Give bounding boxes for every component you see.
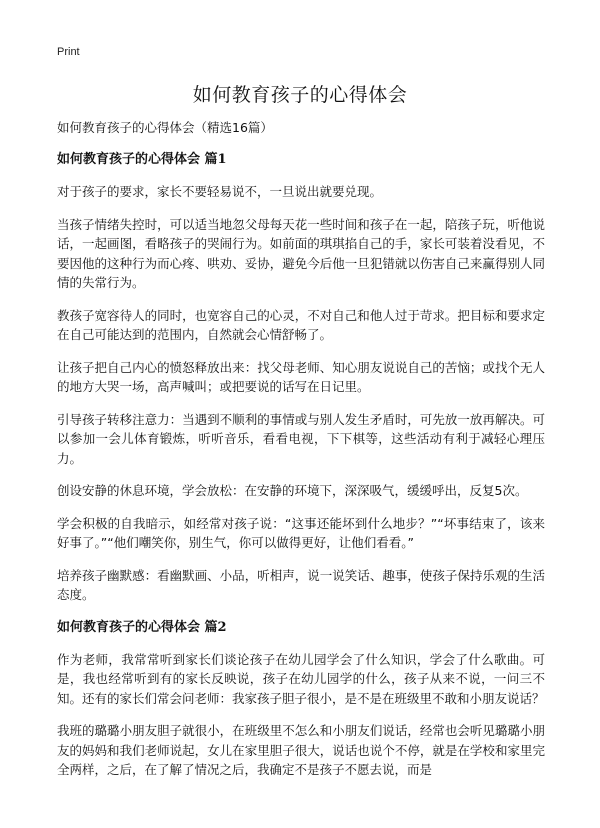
document-subtitle: 如何教育孩子的心得体会（精选16篇） [57, 120, 273, 135]
section-heading-2: 如何教育孩子的心得体会 篇2 [57, 619, 227, 635]
section-heading-1: 如何教育孩子的心得体会 篇1 [57, 152, 227, 167]
paragraph: 创设安静的休息环境，学会放松：在安静的环境下，深深吸气，缓缓呼出，反复5次。 [57, 483, 528, 498]
document-body [57, 118, 545, 793]
page-title: 如何教育孩子的心得体会 [192, 84, 408, 106]
paragraph: 教孩子宽容待人的同时，也宽容自己的心灵，不对自己和他人过于苛求。把目标和要求定在自己可能达到的范围内，自然就会心情舒畅了。 [57, 307, 545, 342]
paragraph: 引导孩子转移注意力：当遇到不顺利的事情或与别人发生矛盾时，可先放一放再解决。可以参加一会儿体育锻炼，听听音乐，看看电视，下下棋等，这些活动有利于减轻心理压力。 [57, 411, 545, 466]
paragraph: 我班的璐璐小朋友胆子就很小，在班级里不怎么和小朋友们说话，经常也会听见璐璐小朋友的妈妈和我们老师说起，女儿在家里胆子很大，说话也说个不停，就是在学校和家里完全两样，之后，在了解了情况之后，我确定不是孩子不愿去说，而是 [57, 723, 545, 777]
paragraph: 作为老师，我常常听到家长们谈论孩子在幼儿园学会了什么知识，学会了什么歌曲。可是，我也经常听到有的家长反映说，孩子在幼儿园学的什么，孩子从来不说，一问三不知。还有的家长们常会问老师：我家孩子胆子很小，是不是在班级里不敢和小朋友说话？ [57, 651, 545, 706]
paragraph: 培养孩子幽默感：看幽默画、小品，听相声，说一说笑话、趣事，使孩子保持乐观的生活态度。 [57, 567, 545, 602]
paragraph: 让孩子把自己内心的愤怒释放出来：找父母老师、知心朋友说说自己的苦恼；或找个无人的地方大哭一场，高声喊叫；或把要说的话写在日记里。 [57, 359, 545, 394]
paragraph: 当孩子情绪失控时，可以适当地忽父母每天花一些时间和孩子在一起，陪孩子玩，听他说话，一起画图，看略孩子的哭闹行为。如前面的琪琪掐自己的手，家长可装着没看见，不要因他的这种行为而心疼、哄劝、妥协，避免今后他一旦犯错就以伤害自己来赢得别人同情的失常行为。 [57, 216, 545, 290]
paragraph: 对于孩子的要求，家长不要轻易说不，一旦说出就要兑现。 [57, 184, 383, 199]
paragraph: 学会积极的自我暗示，如经常对孩子说：“这事还能坏到什么地步？”“坏事结束了，该来好事了。”“他们嘲笑你，别生气，你可以做得更好，让他们看看。” [57, 515, 545, 550]
print-link[interactable]: Print [57, 46, 80, 58]
